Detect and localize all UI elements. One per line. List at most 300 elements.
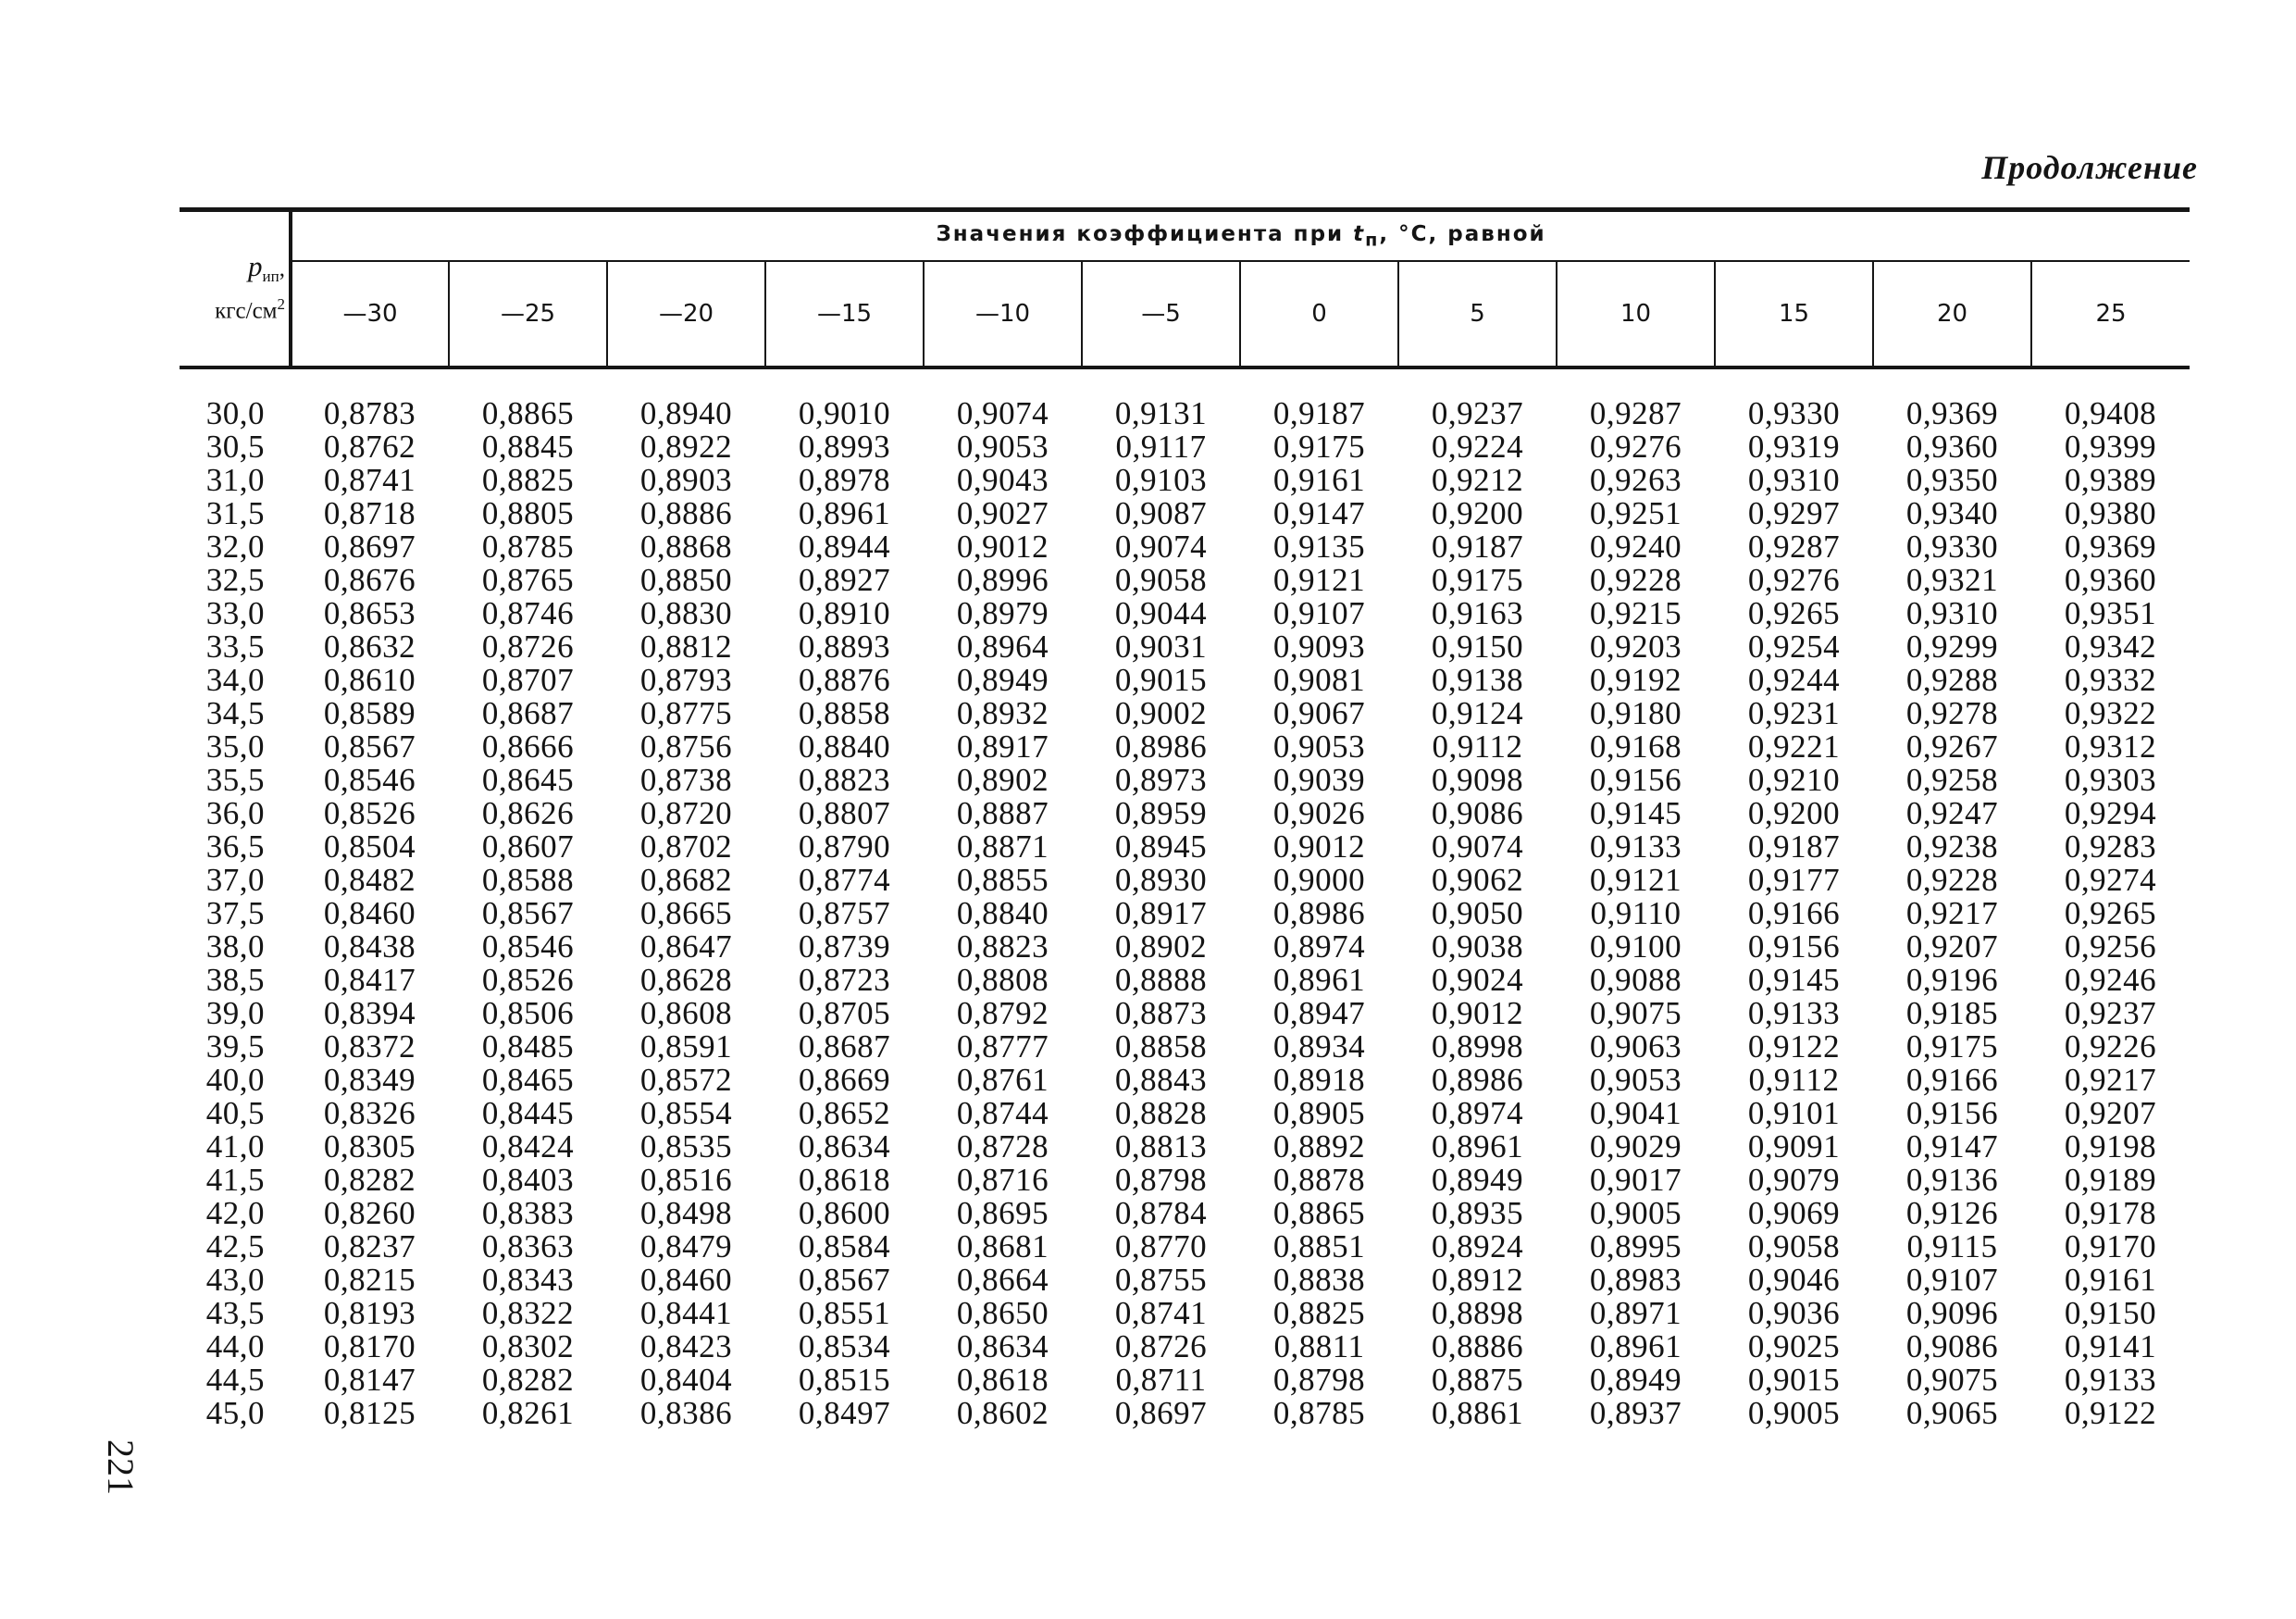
coefficient-cell: 0,9156 [1589, 762, 1682, 798]
coefficient-cell: 0,9027 [956, 495, 1049, 531]
coefficient-cell: 0,9330 [1747, 395, 1841, 431]
coefficient-cell: 0,8628 [639, 962, 733, 998]
coefficient-cell: 0,9310 [1747, 462, 1841, 498]
coefficient-cell: 0,8949 [1431, 1162, 1524, 1198]
coefficient-cell: 0,8726 [481, 629, 575, 665]
coefficient-cell: 0,9150 [1431, 629, 1524, 665]
coefficient-cell: 0,8878 [1272, 1162, 1366, 1198]
coefficient-cell: 0,9332 [2064, 662, 2157, 698]
coefficient-cell: 0,9163 [1431, 595, 1524, 631]
coefficient-cell: 0,8757 [798, 895, 891, 931]
coefficient-cell: 0,8697 [1114, 1395, 1208, 1431]
continuation-label: Продолжение [1981, 149, 2198, 186]
coefficient-cell: 0,9115 [1906, 1228, 1998, 1264]
coefficient-cell: 0,9389 [2064, 462, 2157, 498]
coefficient-cell: 0,8783 [323, 395, 416, 431]
coefficient-cell: 0,9145 [1747, 962, 1841, 998]
coefficient-cell: 0,8845 [481, 429, 575, 465]
coefficient-cell: 0,8498 [639, 1195, 733, 1231]
coefficient-cell: 0,8591 [639, 1028, 733, 1065]
table-row [180, 1197, 2190, 1230]
coefficient-cell: 0,9145 [1589, 795, 1682, 831]
coefficient-cell: 0,9029 [1589, 1128, 1682, 1164]
temperature-header: 0 [1240, 261, 1398, 367]
coefficient-cell: 0,8695 [956, 1195, 1049, 1231]
coefficient-cell: 0,9025 [1747, 1328, 1841, 1364]
pressure-cell: 40,0 [205, 1062, 265, 1098]
coefficient-cell: 0,8947 [1272, 995, 1366, 1031]
pressure-cell: 43,5 [205, 1295, 265, 1331]
coefficient-cell: 0,8825 [1272, 1295, 1366, 1331]
coefficient-cell: 0,9237 [2064, 995, 2157, 1031]
table-row [180, 730, 2190, 764]
coefficient-cell: 0,8893 [798, 629, 891, 665]
coefficient-cell: 0,8944 [798, 529, 891, 565]
coefficient-cell: 0,8875 [1431, 1362, 1524, 1398]
coefficient-cell: 0,8653 [323, 595, 416, 631]
pressure-symbol: p [248, 249, 263, 282]
coefficient-cell: 0,8961 [1272, 962, 1366, 998]
pressure-cell: 36,5 [205, 828, 265, 865]
coefficient-cell: 0,9399 [2064, 429, 2157, 465]
coefficient-cell: 0,8959 [1114, 795, 1208, 831]
pressure-cell: 32,0 [205, 529, 265, 565]
coefficient-cell: 0,9207 [1905, 928, 1999, 965]
coefficient-cell: 0,9112 [1432, 729, 1523, 765]
temperature-header-row [180, 261, 2190, 367]
coefficient-cell: 0,9287 [1589, 395, 1682, 431]
coefficient-cell: 0,9217 [2064, 1062, 2157, 1098]
coefficient-cell: 0,9207 [2064, 1095, 2157, 1131]
coefficient-cell: 0,8650 [956, 1295, 1049, 1331]
pressure-cell: 39,5 [205, 1028, 265, 1065]
coefficient-cell: 0,9161 [1272, 462, 1366, 498]
coefficient-cell: 0,9231 [1747, 695, 1841, 731]
coefficient-cell: 0,9093 [1272, 629, 1366, 665]
pressure-cell: 44,5 [205, 1362, 265, 1398]
coefficient-cell: 0,8383 [481, 1195, 575, 1231]
coefficient-cell: 0,8193 [323, 1295, 416, 1331]
coefficient-cell: 0,9177 [1747, 862, 1841, 898]
coefficient-cell: 0,8756 [639, 729, 733, 765]
coefficient-cell: 0,9147 [1905, 1128, 1999, 1164]
coefficient-cell: 0,9002 [1114, 695, 1208, 731]
coefficient-cell: 0,8861 [1431, 1395, 1524, 1431]
coefficient-cell: 0,9369 [2064, 529, 2157, 565]
coefficient-cell: 0,8744 [956, 1095, 1049, 1131]
coefficient-cell: 0,8363 [481, 1228, 575, 1264]
coefficient-cell: 0,8707 [481, 662, 575, 698]
coefficient-cell: 0,8986 [1431, 1062, 1524, 1098]
coefficient-cell: 0,9217 [1905, 895, 1999, 931]
coefficient-cell: 0,8850 [639, 562, 733, 598]
coefficient-cell: 0,8912 [1431, 1262, 1524, 1298]
temperature-symbol-subscript: п [1365, 229, 1380, 251]
coefficient-cell: 0,9237 [1431, 395, 1524, 431]
table-row [180, 1330, 2190, 1364]
table-row [180, 630, 2190, 664]
coefficient-cell: 0,8905 [1272, 1095, 1366, 1131]
coefficient-cell: 0,9053 [1589, 1062, 1682, 1098]
coefficient-cell: 0,8986 [1114, 729, 1208, 765]
coefficient-cell: 0,9150 [2064, 1295, 2157, 1331]
pressure-unit: кгс/см [215, 298, 278, 324]
coefficient-cell: 0,8964 [956, 629, 1049, 665]
coefficient-cell: 0,8485 [481, 1028, 575, 1065]
coefficient-cell: 0,8903 [639, 462, 733, 498]
coefficient-cell: 0,8534 [798, 1328, 891, 1364]
coefficient-cell: 0,9312 [2064, 729, 2157, 765]
coefficient-cell: 0,9254 [1747, 629, 1841, 665]
coefficient-cell: 0,8589 [323, 695, 416, 731]
coefficient-cell: 0,9000 [1272, 862, 1366, 898]
coefficient-cell: 0,8465 [481, 1062, 575, 1098]
coefficient-cell: 0,8634 [798, 1128, 891, 1164]
coefficient-cell: 0,9283 [2064, 828, 2157, 865]
coefficient-cell: 0,8949 [956, 662, 1049, 698]
coefficient-cell: 0,9278 [1905, 695, 1999, 731]
table-row [180, 997, 2190, 1030]
table-row [180, 1164, 2190, 1197]
coefficient-cell: 0,9010 [798, 395, 891, 431]
pressure-cell: 44,0 [205, 1328, 265, 1364]
coefficient-cell: 0,9067 [1272, 695, 1366, 731]
coefficient-cell: 0,8551 [798, 1295, 891, 1331]
coefficient-cell: 0,9221 [1747, 729, 1841, 765]
coefficient-cell: 0,8441 [639, 1295, 733, 1331]
coefficient-cell: 0,9178 [2064, 1195, 2157, 1231]
table-row [180, 1264, 2190, 1297]
coefficient-cell: 0,8978 [798, 462, 891, 498]
coefficient-cell: 0,9074 [1431, 828, 1524, 865]
coefficient-cell: 0,9012 [956, 529, 1049, 565]
coefficient-cell: 0,8237 [323, 1228, 416, 1264]
coefficient-cell: 0,9196 [1905, 962, 1999, 998]
coefficient-cell: 0,8546 [481, 928, 575, 965]
pressure-symbol-subscript: ип [262, 267, 279, 285]
table-row [180, 697, 2190, 730]
coefficient-cell: 0,8726 [1114, 1328, 1208, 1364]
coefficient-cell: 0,9075 [1905, 1362, 1999, 1398]
pressure-cell: 38,5 [205, 962, 265, 998]
coefficient-cell: 0,8823 [798, 762, 891, 798]
coefficient-table-container [180, 207, 2189, 1430]
coefficient-cell: 0,9322 [2064, 695, 2157, 731]
coefficient-cell: 0,9122 [1747, 1028, 1841, 1065]
coefficient-cell: 0,8718 [323, 495, 416, 531]
coefficient-cell: 0,8618 [956, 1362, 1049, 1398]
coefficient-cell: 0,9133 [2064, 1362, 2157, 1398]
table-row [180, 897, 2190, 930]
coefficient-cell: 0,8260 [323, 1195, 416, 1231]
coefficient-cell: 0,9175 [1905, 1028, 1999, 1065]
coefficient-cell: 0,8840 [956, 895, 1049, 931]
pressure-cell: 39,0 [205, 995, 265, 1031]
coefficient-cell: 0,8761 [956, 1062, 1049, 1098]
coefficient-cell: 0,9187 [1431, 529, 1524, 565]
coefficient-cell: 0,8922 [639, 429, 733, 465]
coefficient-cell: 0,8482 [323, 862, 416, 898]
coefficient-cell: 0,8811 [1273, 1328, 1365, 1364]
table-row [180, 464, 2190, 497]
coefficient-cell: 0,8765 [481, 562, 575, 598]
coefficient-cell: 0,9299 [1905, 629, 1999, 665]
coefficient-cell: 0,8961 [1431, 1128, 1524, 1164]
coefficient-cell: 0,9005 [1589, 1195, 1682, 1231]
coefficient-cell: 0,8626 [481, 795, 575, 831]
coefficient-cell: 0,9086 [1431, 795, 1524, 831]
coefficient-cell: 0,8805 [481, 495, 575, 531]
coefficient-cell: 0,9192 [1589, 662, 1682, 698]
coefficient-cell: 0,8610 [323, 662, 416, 698]
coefficient-cell: 0,9288 [1905, 662, 1999, 698]
coefficient-cell: 0,9380 [2064, 495, 2157, 531]
coefficient-cell: 0,8417 [323, 962, 416, 998]
coefficient-cell: 0,8865 [481, 395, 575, 431]
coefficient-cell: 0,9224 [1431, 429, 1524, 465]
coefficient-cell: 0,8917 [956, 729, 1049, 765]
coefficient-cell: 0,9015 [1114, 662, 1208, 698]
coefficient-cell: 0,8910 [798, 595, 891, 631]
coefficient-cell: 0,8838 [1272, 1262, 1366, 1298]
coefficient-cell: 0,8886 [1431, 1328, 1524, 1364]
coefficient-cell: 0,9136 [1905, 1162, 1999, 1198]
coefficient-cell: 0,8170 [323, 1328, 416, 1364]
coefficient-cell: 0,9117 [1115, 429, 1207, 465]
coefficient-cell: 0,8567 [481, 895, 575, 931]
coefficient-cell: 0,9043 [956, 462, 1049, 498]
coefficient-cell: 0,9198 [2064, 1128, 2157, 1164]
coefficient-cell: 0,9265 [2064, 895, 2157, 931]
coefficient-cell: 0,9187 [1272, 395, 1366, 431]
coefficient-cell: 0,8998 [1431, 1028, 1524, 1065]
coefficient-cell: 0,8887 [956, 795, 1049, 831]
coefficient-cell: 0,9126 [1905, 1195, 1999, 1231]
coefficient-cell: 0,9226 [2064, 1028, 2157, 1065]
coefficient-cell: 0,8526 [323, 795, 416, 831]
coefficient-cell: 0,9038 [1431, 928, 1524, 965]
coefficient-cell: 0,8813 [1114, 1128, 1208, 1164]
table-row [180, 797, 2190, 830]
coefficient-cell: 0,9215 [1589, 595, 1682, 631]
coefficient-cell: 0,9058 [1114, 562, 1208, 598]
pressure-cell: 32,5 [205, 562, 265, 598]
coefficient-cell: 0,9265 [1747, 595, 1841, 631]
coefficient-cell: 0,9200 [1747, 795, 1841, 831]
coefficient-cell: 0,9112 [1748, 1062, 1840, 1098]
table-row [180, 597, 2190, 630]
pressure-cell: 40,5 [205, 1095, 265, 1131]
coefficient-cell: 0,8697 [323, 529, 416, 565]
coefficient-cell: 0,8372 [323, 1028, 416, 1065]
coefficient-cell: 0,9189 [2064, 1162, 2157, 1198]
coefficient-cell: 0,8554 [639, 1095, 733, 1131]
coefficient-cell: 0,8808 [956, 962, 1049, 998]
coefficient-cell: 0,9287 [1747, 529, 1841, 565]
coefficient-cell: 0,8572 [639, 1062, 733, 1098]
coefficient-cell: 0,9350 [1905, 462, 1999, 498]
coefficient-cell: 0,9276 [1747, 562, 1841, 598]
pressure-unit-exponent: 2 [277, 294, 285, 313]
coefficient-cell: 0,9024 [1431, 962, 1524, 998]
coefficient-cell: 0,8403 [481, 1162, 575, 1198]
coefficient-cell: 0,8479 [639, 1228, 733, 1264]
coefficient-cell: 0,8739 [798, 928, 891, 965]
coefficient-cell: 0,8647 [639, 928, 733, 965]
coefficient-cell: 0,8664 [956, 1262, 1049, 1298]
coefficient-cell: 0,9180 [1589, 695, 1682, 731]
coefficient-cell: 0,8961 [1589, 1328, 1682, 1364]
coefficient-cell: 0,9131 [1114, 395, 1208, 431]
coefficient-cell: 0,9203 [1589, 629, 1682, 665]
coefficient-cell: 0,8770 [1114, 1228, 1208, 1264]
coefficient-cell: 0,8868 [639, 529, 733, 565]
coefficient-cell: 0,8343 [481, 1262, 575, 1298]
temperature-header: —10 [924, 261, 1082, 367]
pressure-cell: 31,0 [205, 462, 265, 498]
coefficient-cell: 0,9058 [1747, 1228, 1841, 1264]
coefficient-cell: 0,8775 [639, 695, 733, 731]
coefficient-cell: 0,8506 [481, 995, 575, 1031]
coefficient-cell: 0,8995 [1589, 1228, 1682, 1264]
coefficient-cell: 0,8784 [1114, 1195, 1208, 1231]
coefficient-cell: 0,8326 [323, 1095, 416, 1131]
coefficient-cell: 0,9276 [1589, 429, 1682, 465]
coefficient-cell: 0,8812 [639, 629, 733, 665]
coefficient-cell: 0,9263 [1589, 462, 1682, 498]
coefficient-cell: 0,8930 [1114, 862, 1208, 898]
coefficient-cell: 0,9124 [1431, 695, 1524, 731]
coefficient-cell: 0,9091 [1747, 1128, 1841, 1164]
coefficient-cell: 0,8584 [798, 1228, 891, 1264]
coefficient-cell: 0,9212 [1431, 462, 1524, 498]
coefficient-cell: 0,8515 [798, 1362, 891, 1398]
coefficient-cell: 0,8738 [639, 762, 733, 798]
coefficient-cell: 0,8843 [1114, 1062, 1208, 1098]
coefficient-cell: 0,8602 [956, 1395, 1049, 1431]
table-row [180, 530, 2190, 564]
coefficient-cell: 0,9096 [1905, 1295, 1999, 1331]
table-row [180, 864, 2190, 897]
coefficient-cell: 0,8305 [323, 1128, 416, 1164]
coefficient-cell: 0,8927 [798, 562, 891, 598]
coefficient-cell: 0,9274 [2064, 862, 2157, 898]
coefficient-cell: 0,9012 [1431, 995, 1524, 1031]
coefficient-cell: 0,9075 [1589, 995, 1682, 1031]
coefficient-cell: 0,8840 [798, 729, 891, 765]
temperature-header: —30 [291, 261, 449, 367]
coefficient-cell: 0,9256 [2064, 928, 2157, 965]
temperature-header: —20 [607, 261, 765, 367]
coefficient-cell: 0,8793 [639, 662, 733, 698]
coefficient-cell: 0,8918 [1272, 1062, 1366, 1098]
page-number: 221 [100, 1439, 142, 1495]
coefficient-cell: 0,9087 [1114, 495, 1208, 531]
coefficient-cell: 0,8567 [323, 729, 416, 765]
coefficient-cell: 0,8937 [1589, 1395, 1682, 1431]
coefficient-cell: 0,9351 [2064, 595, 2157, 631]
coefficient-cell: 0,9069 [1747, 1195, 1841, 1231]
coefficient-cell: 0,8979 [956, 595, 1049, 631]
coefficient-cell: 0,9310 [1905, 595, 1999, 631]
coefficient-cell: 0,8608 [639, 995, 733, 1031]
table-row [180, 1130, 2190, 1164]
header-group-row [180, 210, 2190, 262]
coefficient-cell: 0,8711 [1115, 1362, 1207, 1398]
coefficient-cell: 0,9086 [1905, 1328, 1999, 1364]
coefficient-cell: 0,9244 [1747, 662, 1841, 698]
coefficient-cell: 0,9098 [1431, 762, 1524, 798]
coefficient-cell: 0,8892 [1272, 1128, 1366, 1164]
coefficient-cell: 0,8798 [1114, 1162, 1208, 1198]
coefficient-cell: 0,8618 [798, 1162, 891, 1198]
coefficient-cell: 0,9238 [1905, 828, 1999, 865]
coefficient-cell: 0,8741 [323, 462, 416, 498]
coefficient-cell: 0,8681 [956, 1228, 1049, 1264]
coefficient-cell: 0,9122 [2064, 1395, 2157, 1431]
coefficient-cell: 0,8935 [1431, 1195, 1524, 1231]
coefficient-cell: 0,8830 [639, 595, 733, 631]
coefficient-cell: 0,8934 [1272, 1028, 1366, 1065]
table-row [180, 1297, 2190, 1330]
coefficient-cell: 0,9247 [1905, 795, 1999, 831]
coefficient-cell: 0,9053 [956, 429, 1049, 465]
coefficient-cell: 0,8949 [1589, 1362, 1682, 1398]
pressure-cell: 34,0 [205, 662, 265, 698]
coefficient-cell: 0,9121 [1272, 562, 1366, 598]
pressure-separator: , [279, 255, 285, 281]
coefficient-cell: 0,8974 [1272, 928, 1366, 965]
coefficient-cell: 0,9297 [1747, 495, 1841, 531]
pressure-cell: 36,0 [205, 795, 265, 831]
coefficient-cell: 0,9074 [956, 395, 1049, 431]
coefficient-cell: 0,8716 [956, 1162, 1049, 1198]
temperature-unit-caption: , °С, равной [1379, 221, 1546, 246]
temperature-header: 5 [1398, 261, 1557, 367]
coefficient-cell: 0,9050 [1431, 895, 1524, 931]
coefficient-cell: 0,8798 [1272, 1362, 1366, 1398]
coefficient-cell: 0,9156 [1747, 928, 1841, 965]
coefficient-cell: 0,8460 [639, 1262, 733, 1298]
coefficient-cell: 0,9012 [1272, 828, 1366, 865]
table-row [180, 830, 2190, 864]
coefficient-cell: 0,8902 [1114, 928, 1208, 965]
coefficient-cell: 0,8865 [1272, 1195, 1366, 1231]
coefficient-cell: 0,9015 [1747, 1362, 1841, 1398]
coefficient-cell: 0,9408 [2064, 395, 2157, 431]
pressure-cell: 41,5 [205, 1162, 265, 1198]
coefficient-cell: 0,8855 [956, 862, 1049, 898]
coefficient-cell: 0,8516 [639, 1162, 733, 1198]
coefficient-cell: 0,8755 [1114, 1262, 1208, 1298]
coefficient-cell: 0,8993 [798, 429, 891, 465]
coefficient-cell: 0,9294 [2064, 795, 2157, 831]
coefficient-cell: 0,9166 [1905, 1062, 1999, 1098]
coefficient-cell: 0,9267 [1905, 729, 1999, 765]
table-row [180, 930, 2190, 964]
coefficient-cell: 0,8261 [481, 1395, 575, 1431]
coefficient-cell: 0,8666 [481, 729, 575, 765]
coefficient-cell: 0,9141 [2064, 1328, 2157, 1364]
coefficient-cell: 0,8460 [323, 895, 416, 931]
coefficient-cell: 0,9330 [1905, 529, 1999, 565]
pressure-cell: 42,5 [205, 1228, 265, 1264]
coefficient-cell: 0,9065 [1905, 1395, 1999, 1431]
coefficient-cell: 0,9017 [1589, 1162, 1682, 1198]
coefficient-cell: 0,8762 [323, 429, 416, 465]
coefficient-cell: 0,9147 [1272, 495, 1366, 531]
coefficient-cell: 0,8940 [639, 395, 733, 431]
